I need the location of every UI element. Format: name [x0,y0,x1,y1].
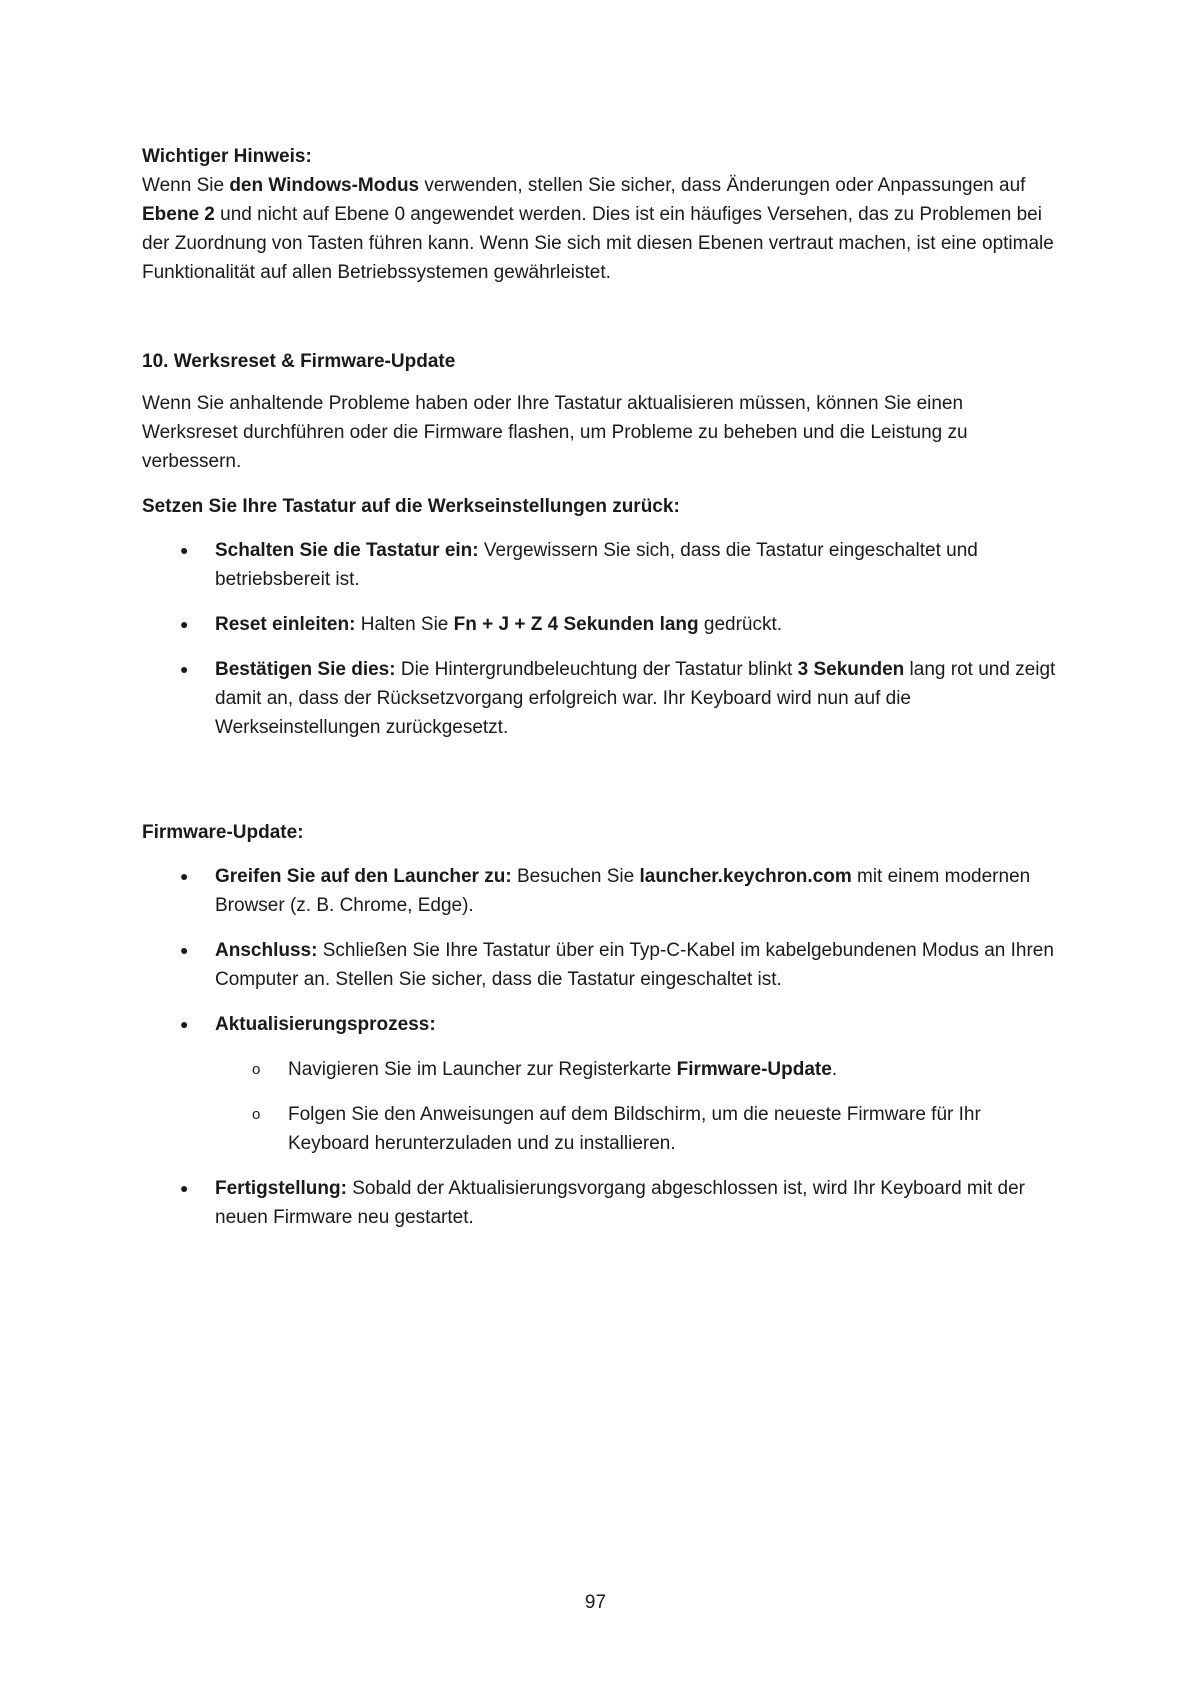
reset-list [142,536,1058,742]
list-item [142,1174,1058,1232]
spacer [142,758,1058,818]
item-label: Schalten Sie die Tastatur ein: [215,540,479,561]
bullet-icon: ● [180,616,189,632]
item-text: Folgen Sie den Anweisungen auf dem Bildschirm, um die neueste Firmware für Ihr Keyboard herunterzuladen und zu installieren. [288,1104,981,1154]
note-title: Wichtiger Hinweis: [142,146,312,167]
reset-heading: Setzen Sie Ihre Tastatur auf die Werkseinstellungen zurück: [142,496,680,517]
list-item [142,936,1058,994]
item-label: Reset einleiten: [215,614,356,635]
launcher-url: launcher.keychron.com [639,866,852,887]
item-label: Aktualisierungsprozess: [215,1014,436,1035]
bullet-icon: ● [180,661,189,677]
circle-bullet-icon: o [252,1106,261,1123]
sub-list [215,1055,1058,1158]
note-layer-2: Ebene 2 [142,204,215,225]
bullet-icon: ● [180,1180,189,1196]
list-item: ● Reset einleiten: Halten Sie Fn + J + Z 4 Sekunden lang gedrückt. [142,610,1058,639]
section-title: 10. Werksreset & Firmware-Update [142,351,456,372]
item-text: Vergewissern Sie sich, dass die Tastatur eingeschaltet und betriebsbereit ist. [215,540,978,590]
tab-name: Firmware-Update [676,1059,832,1080]
item-label: Greifen Sie auf den Launcher zu: [215,866,512,887]
important-note [142,142,1058,287]
list-item: ● Bestätigen Sie dies: Die Hintergrundbeleuchtung der Tastatur blinkt 3 Sekunden lang rot und zeigt damit an, dass der Rücksetzvorgang erfolgreich war. Ihr Keyboard wird nun auf die Werkseinstellungen zurückgesetzt. [142,655,1058,742]
firmware-heading: Firmware-Update: [142,822,304,843]
list-item [142,536,1058,594]
bullet-icon: ● [180,542,189,558]
page-number: 97 [584,1592,607,1613]
list-item: ● Greifen Sie auf den Launcher zu: Besuchen Sie launcher.keychron.com mit einem modernen Browser (z. B. Chrome, Edge). [142,862,1058,920]
item-label: Anschluss: [215,940,318,961]
note-windows-mode: den Windows-Modus [229,175,420,196]
sub-list-item: o Navigieren Sie im Launcher zur Registerkarte Firmware-Update. [215,1055,1058,1084]
item-label: Fertigstellung: [215,1178,347,1199]
list-item [142,1010,1058,1158]
bullet-icon: ● [180,1016,189,1032]
item-text: Schließen Sie Ihre Tastatur über ein Typ-C-Kabel im kabelgebundenen Modus an Ihren Computer an. Stellen Sie sicher, dass die Tastatur eingeschaltet ist. [215,940,1054,990]
circle-bullet-icon: o [252,1061,261,1078]
page-content [142,142,1058,1248]
sub-list-item [215,1100,1058,1158]
firmware-list [142,862,1058,1232]
item-label: Bestätigen Sie dies: [215,659,396,680]
bullet-icon: ● [180,868,189,884]
item-text: Sobald der Aktualisierungsvorgang abgeschlossen ist, wird Ihr Keyboard mit der neuen Firmware neu gestartet. [215,1178,1025,1228]
key-combination: Fn + J + Z 4 Sekunden lang [453,614,699,635]
bullet-icon: ● [180,942,189,958]
note-text: Wenn Sie den Windows-Modus verwenden, stellen Sie sicher, dass Änderungen oder Anpassungen auf Ebene 2 und nicht auf Ebene 0 angewendet werden. Dies ist ein häufiges Versehen, das zu Problemen bei der Zuordnung von Tasten führen kann. Wenn Sie sich mit diesen Ebenen vertraut machen, ist eine optimale Funktionalität auf allen Betriebssystemen gewährleistet. [142,175,1054,283]
duration: 3 Sekunden [797,659,905,680]
section-intro: Wenn Sie anhaltende Probleme haben oder Ihre Tastatur aktualisieren müssen, können Sie einen Werksreset durchführen oder die Firmware flashen, um Probleme zu beheben und die Leistung zu verbessern. [142,393,968,472]
